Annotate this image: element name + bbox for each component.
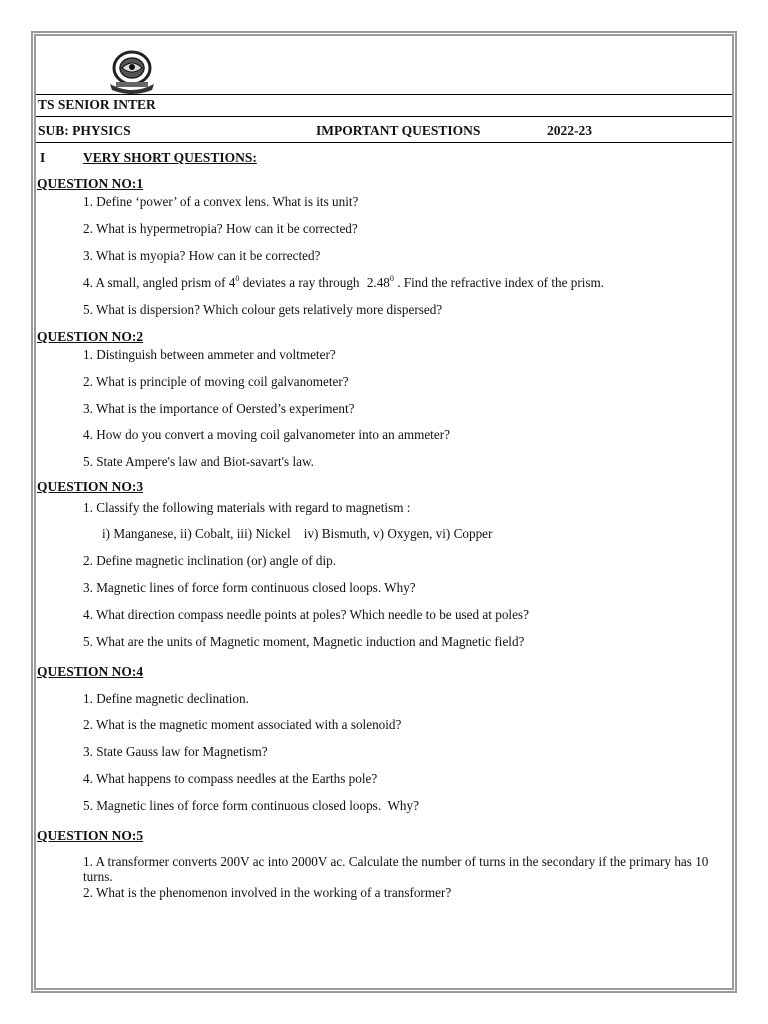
list-item: 5. What are the units of Magnetic moment, Magnetic induction and Magnetic field? — [83, 634, 525, 649]
prism-question — [83, 275, 604, 291]
degree-sup-1: 0 — [235, 274, 240, 283]
list-item: 1. Define magnetic declination. — [83, 691, 249, 706]
college-emblem-icon — [102, 50, 162, 94]
prism-text-c: 2.48 — [366, 275, 390, 290]
prism-text-a: 4. A small, angled prism of 4 — [83, 275, 236, 290]
section-number: I — [40, 150, 46, 165]
header-rule-bottom — [36, 142, 732, 143]
question-group-4-heading: QUESTION NO:4 — [37, 664, 144, 679]
list-item: 5. What is dispersion? Which colour gets relatively more dispersed? — [83, 302, 443, 317]
list-item: 3. What is the importance of Oersted’s experiment? — [83, 401, 355, 416]
list-item: 4. How do you convert a moving coil galvanometer into an ammeter? — [83, 427, 450, 442]
list-item: 4. What happens to compass needles at the Earths pole? — [83, 771, 378, 786]
doc-title: IMPORTANT QUESTIONS — [316, 123, 481, 138]
degree-sup-2: 0 — [389, 274, 394, 283]
list-item: 2. What is the magnetic moment associated with a solenoid? — [83, 717, 402, 732]
list-item: 4. What direction compass needle points at poles? Which needle to be used at poles? — [83, 607, 529, 622]
list-item: 3. What is myopia? How can it be corrected? — [83, 248, 321, 263]
question-group-3-heading: QUESTION NO:3 — [37, 479, 144, 494]
prism-text-b: deviates a ray through — [242, 275, 360, 290]
list-item: 1. Distinguish between ammeter and voltmeter? — [83, 347, 336, 362]
header-rule-top — [36, 94, 732, 95]
question-group-2-heading: QUESTION NO:2 — [37, 329, 144, 344]
list-item: 1. Classify the following materials with regard to magnetism : — [83, 500, 411, 515]
list-item: 3. State Gauss law for Magnetism? — [83, 744, 268, 759]
list-item: 2. What is principle of moving coil galvanometer? — [83, 374, 349, 389]
subject-label: SUB: PHYSICS — [38, 123, 131, 138]
section-title: VERY SHORT QUESTIONS: — [83, 150, 257, 165]
list-item: 1. A transformer converts 200V ac into 2000V ac. Calculate the number of turns in the secondary if the primary has 10 turns. — [83, 854, 709, 884]
prism-text-d: . Find the refractive index of the prism. — [397, 275, 605, 290]
list-item: 1. Define ‘power’ of a convex lens. What is its unit? — [83, 194, 359, 209]
list-item: 2. Define magnetic inclination (or) angle of dip. — [83, 553, 337, 568]
list-item: 2. What is hypermetropia? How can it be corrected? — [83, 221, 358, 236]
school-name: TS SENIOR INTER — [38, 97, 156, 112]
list-item: 5. State Ampere's law and Biot-savart's law. — [83, 454, 314, 469]
question-group-5-heading: QUESTION NO:5 — [37, 828, 144, 843]
list-item: 5. Magnetic lines of force form continuous closed loops. Why? — [83, 798, 419, 813]
document-page — [36, 36, 732, 988]
header-rule-mid — [36, 116, 732, 117]
academic-year: 2022-23 — [547, 123, 592, 138]
list-item: 2. What is the phenomenon involved in the working of a transformer? — [83, 885, 452, 900]
list-item: i) Manganese, ii) Cobalt, iii) Nickel iv) Bismuth, v) Oxygen, vi) Copper — [102, 526, 493, 541]
question-group-1-heading: QUESTION NO:1 — [37, 176, 144, 191]
list-item: 3. Magnetic lines of force form continuous closed loops. Why? — [83, 580, 416, 595]
